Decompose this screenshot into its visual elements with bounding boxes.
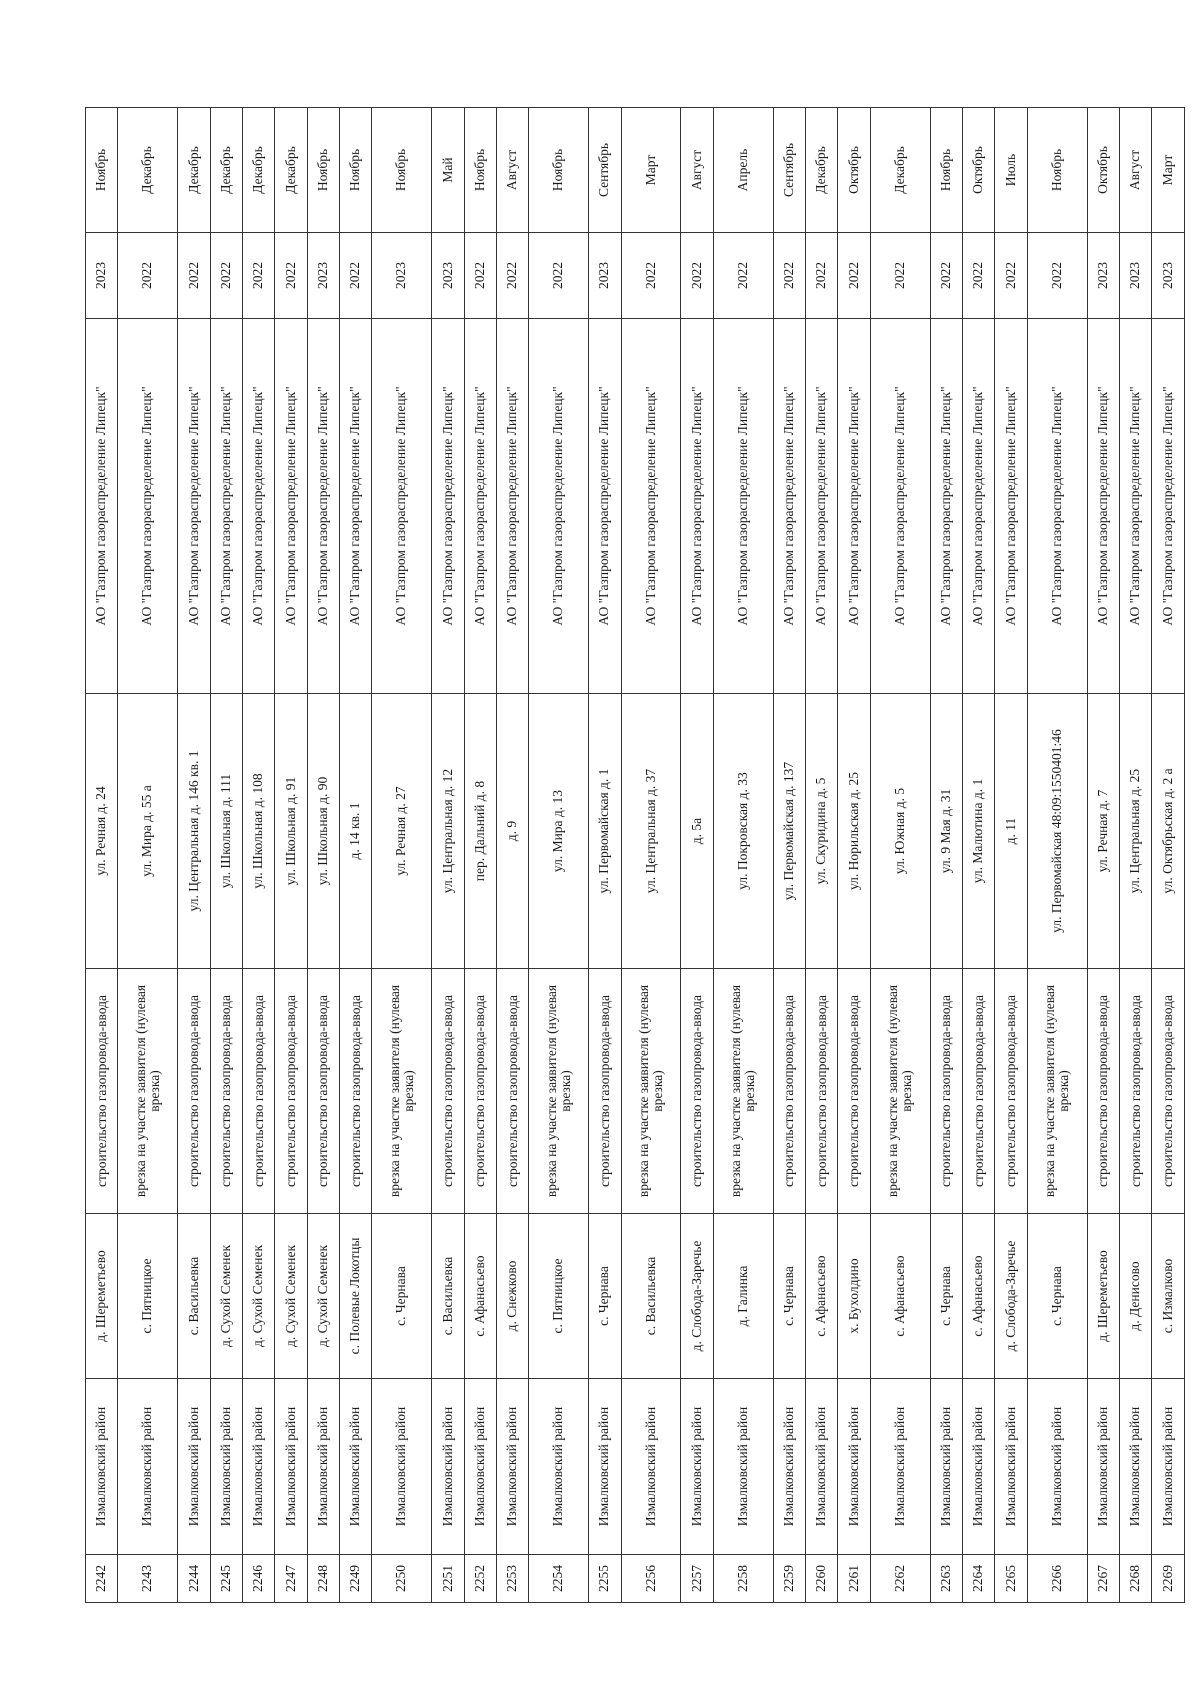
locality-cell: с. Васильевка: [178, 1214, 210, 1379]
work-type-cell: врезка на участке заявителя (нулевая врезка): [870, 969, 930, 1214]
locality-cell: д. Сухой Семенек: [307, 1214, 339, 1379]
locality-cell: х. Бухолдино: [838, 1214, 870, 1379]
year-cell: 2023: [307, 233, 339, 319]
month-cell: Март: [621, 108, 681, 233]
table-row: [339, 108, 371, 1603]
address-cell: ул. Центральная д. 37: [621, 694, 681, 969]
address-cell: ул. Скуридина д. 5: [806, 694, 838, 969]
table-row: [496, 108, 528, 1603]
row-number-cell: 2256: [621, 1555, 681, 1603]
table-row: [713, 108, 773, 1603]
district-cell: Измалковский район: [838, 1379, 870, 1555]
address-cell: д. 11: [995, 694, 1027, 969]
locality-cell: д. Шереметьево: [1087, 1214, 1119, 1379]
address-cell: ул. Школьная д. 91: [275, 694, 307, 969]
row-number-cell: 2249: [339, 1555, 371, 1603]
month-cell: Ноябрь: [464, 108, 496, 233]
organization-cell: АО "Газпром газораспределение Липецк": [1152, 319, 1185, 694]
table-row: [372, 108, 432, 1603]
organization-cell: АО "Газпром газораспределение Липецк": [118, 319, 178, 694]
organization-cell: АО "Газпром газораспределение Липецк": [773, 319, 805, 694]
district-cell: Измалковский район: [681, 1379, 713, 1555]
row-number-cell: 2242: [86, 1555, 118, 1603]
address-cell: ул. 9 Мая д. 31: [930, 694, 962, 969]
month-cell: Декабрь: [210, 108, 242, 233]
year-cell: 2022: [242, 233, 274, 319]
row-number-cell: 2261: [838, 1555, 870, 1603]
month-cell: Август: [681, 108, 713, 233]
table-row: [870, 108, 930, 1603]
organization-cell: АО "Газпром газораспределение Липецк": [963, 319, 995, 694]
year-cell: 2022: [339, 233, 371, 319]
work-type-cell: строительство газопровода-ввода: [681, 969, 713, 1214]
work-type-cell: врезка на участке заявителя (нулевая врезка): [372, 969, 432, 1214]
month-cell: Ноябрь: [1027, 108, 1087, 233]
month-cell: Декабрь: [870, 108, 930, 233]
district-cell: Измалковский район: [713, 1379, 773, 1555]
year-cell: 2022: [118, 233, 178, 319]
district-cell: Измалковский район: [930, 1379, 962, 1555]
table-row: [589, 108, 621, 1603]
table-row: [995, 108, 1027, 1603]
address-cell: ул. Речная д. 7: [1087, 694, 1119, 969]
work-type-cell: строительство газопровода-ввода: [432, 969, 464, 1214]
district-cell: Измалковский район: [1119, 1379, 1151, 1555]
row-number-cell: 2267: [1087, 1555, 1119, 1603]
district-cell: Измалковский район: [275, 1379, 307, 1555]
organization-cell: АО "Газпром газораспределение Липецк": [372, 319, 432, 694]
document-page: [85, 108, 1185, 1603]
table-body: [86, 108, 1185, 1603]
year-cell: 2022: [713, 233, 773, 319]
work-type-cell: врезка на участке заявителя (нулевая врезка): [529, 969, 589, 1214]
organization-cell: АО "Газпром газораспределение Липецк": [589, 319, 621, 694]
district-cell: Измалковский район: [210, 1379, 242, 1555]
address-cell: ул. Мира д. 13: [529, 694, 589, 969]
work-type-cell: врезка на участке заявителя (нулевая врезка): [621, 969, 681, 1214]
table-row: [963, 108, 995, 1603]
district-cell: Измалковский район: [372, 1379, 432, 1555]
row-number-cell: 2244: [178, 1555, 210, 1603]
year-cell: 2023: [589, 233, 621, 319]
locality-cell: д. Галинка: [713, 1214, 773, 1379]
address-cell: д. 5а: [681, 694, 713, 969]
month-cell: Октябрь: [838, 108, 870, 233]
table-row: [1119, 108, 1151, 1603]
work-type-cell: строительство газопровода-ввода: [995, 969, 1027, 1214]
work-type-cell: строительство газопровода-ввода: [464, 969, 496, 1214]
row-number-cell: 2263: [930, 1555, 962, 1603]
locality-cell: д. Сухой Семенек: [242, 1214, 274, 1379]
address-cell: ул. Центральная д. 12: [432, 694, 464, 969]
work-type-cell: строительство газопровода-ввода: [838, 969, 870, 1214]
row-number-cell: 2255: [589, 1555, 621, 1603]
address-cell: ул. Речная д. 24: [86, 694, 118, 969]
table-row: [1087, 108, 1119, 1603]
district-cell: Измалковский район: [118, 1379, 178, 1555]
locality-cell: д. Сухой Семенек: [275, 1214, 307, 1379]
table-row: [1152, 108, 1185, 1603]
row-number-cell: 2247: [275, 1555, 307, 1603]
locality-cell: с. Пятницкое: [118, 1214, 178, 1379]
month-cell: Сентябрь: [773, 108, 805, 233]
organization-cell: АО "Газпром газораспределение Липецк": [432, 319, 464, 694]
year-cell: 2022: [806, 233, 838, 319]
table-row: [242, 108, 274, 1603]
work-type-cell: строительство газопровода-ввода: [339, 969, 371, 1214]
month-cell: Декабрь: [242, 108, 274, 233]
work-type-cell: строительство газопровода-ввода: [86, 969, 118, 1214]
district-cell: Измалковский район: [307, 1379, 339, 1555]
month-cell: Август: [1119, 108, 1151, 233]
table-row: [307, 108, 339, 1603]
locality-cell: с. Афанасьево: [806, 1214, 838, 1379]
row-number-cell: 2260: [806, 1555, 838, 1603]
year-cell: 2022: [963, 233, 995, 319]
year-cell: 2023: [86, 233, 118, 319]
work-type-cell: строительство газопровода-ввода: [307, 969, 339, 1214]
district-cell: Измалковский район: [86, 1379, 118, 1555]
district-cell: Измалковский район: [806, 1379, 838, 1555]
organization-cell: АО "Газпром газораспределение Липецк": [1027, 319, 1087, 694]
year-cell: 2023: [1152, 233, 1185, 319]
organization-cell: АО "Газпром газораспределение Липецк": [275, 319, 307, 694]
month-cell: Ноябрь: [307, 108, 339, 233]
year-cell: 2022: [178, 233, 210, 319]
district-cell: Измалковский район: [1152, 1379, 1185, 1555]
table-row: [930, 108, 962, 1603]
month-cell: Декабрь: [178, 108, 210, 233]
table-row: [118, 108, 178, 1603]
locality-cell: с. Афанасьево: [464, 1214, 496, 1379]
row-number-cell: 2243: [118, 1555, 178, 1603]
work-type-cell: врезка на участке заявителя (нулевая врезка): [713, 969, 773, 1214]
locality-cell: с. Чернава: [372, 1214, 432, 1379]
organization-cell: АО "Газпром газораспределение Липецк": [995, 319, 1027, 694]
year-cell: 2023: [432, 233, 464, 319]
district-cell: Измалковский район: [464, 1379, 496, 1555]
table-row: [210, 108, 242, 1603]
table-row: [1027, 108, 1087, 1603]
locality-cell: д. Шереметьево: [86, 1214, 118, 1379]
district-cell: Измалковский район: [870, 1379, 930, 1555]
row-number-cell: 2266: [1027, 1555, 1087, 1603]
month-cell: Октябрь: [1087, 108, 1119, 233]
table-row: [275, 108, 307, 1603]
district-cell: Измалковский район: [773, 1379, 805, 1555]
year-cell: 2022: [995, 233, 1027, 319]
month-cell: Ноябрь: [529, 108, 589, 233]
month-cell: Сентябрь: [589, 108, 621, 233]
rotated-table-container: [85, 108, 1185, 1603]
district-cell: Измалковский район: [496, 1379, 528, 1555]
district-cell: Измалковский район: [529, 1379, 589, 1555]
work-type-cell: строительство газопровода-ввода: [178, 969, 210, 1214]
year-cell: 2022: [210, 233, 242, 319]
district-cell: Измалковский район: [242, 1379, 274, 1555]
table-row: [432, 108, 464, 1603]
month-cell: Ноябрь: [86, 108, 118, 233]
organization-cell: АО "Газпром газораспределение Липецк": [621, 319, 681, 694]
district-cell: Измалковский район: [621, 1379, 681, 1555]
month-cell: Август: [496, 108, 528, 233]
organization-cell: АО "Газпром газораспределение Липецк": [178, 319, 210, 694]
month-cell: Декабрь: [275, 108, 307, 233]
work-type-cell: строительство газопровода-ввода: [1087, 969, 1119, 1214]
row-number-cell: 2245: [210, 1555, 242, 1603]
work-type-cell: строительство газопровода-ввода: [589, 969, 621, 1214]
organization-cell: АО "Газпром газораспределение Липецк": [838, 319, 870, 694]
table-row: [806, 108, 838, 1603]
district-cell: Измалковский район: [963, 1379, 995, 1555]
year-cell: 2022: [930, 233, 962, 319]
month-cell: Ноябрь: [372, 108, 432, 233]
organization-cell: АО "Газпром газораспределение Липецк": [930, 319, 962, 694]
work-type-cell: строительство газопровода-ввода: [773, 969, 805, 1214]
locality-cell: с. Васильевка: [621, 1214, 681, 1379]
organization-cell: АО "Газпром газораспределение Липецк": [210, 319, 242, 694]
locality-cell: д. Денисово: [1119, 1214, 1151, 1379]
year-cell: 2023: [372, 233, 432, 319]
organization-cell: АО "Газпром газораспределение Липецк": [681, 319, 713, 694]
address-cell: ул. Речная д. 27: [372, 694, 432, 969]
row-number-cell: 2254: [529, 1555, 589, 1603]
locality-cell: с. Васильевка: [432, 1214, 464, 1379]
year-cell: 2023: [1119, 233, 1151, 319]
row-number-cell: 2253: [496, 1555, 528, 1603]
row-number-cell: 2262: [870, 1555, 930, 1603]
year-cell: 2022: [870, 233, 930, 319]
row-number-cell: 2268: [1119, 1555, 1151, 1603]
row-number-cell: 2252: [464, 1555, 496, 1603]
gas-connection-table: [85, 107, 1185, 1603]
row-number-cell: 2258: [713, 1555, 773, 1603]
address-cell: ул. Центральная д. 25: [1119, 694, 1151, 969]
work-type-cell: врезка на участке заявителя (нулевая врезка): [118, 969, 178, 1214]
table-row: [464, 108, 496, 1603]
month-cell: Октябрь: [963, 108, 995, 233]
address-cell: ул. Первомайская 48:09:1550401:46: [1027, 694, 1087, 969]
month-cell: Ноябрь: [339, 108, 371, 233]
row-number-cell: 2246: [242, 1555, 274, 1603]
address-cell: ул. Первомайская д. 137: [773, 694, 805, 969]
address-cell: д. 14 кв. 1: [339, 694, 371, 969]
address-cell: ул. Центральная д. 146 кв. 1: [178, 694, 210, 969]
month-cell: Июль: [995, 108, 1027, 233]
address-cell: ул. Норильская д. 25: [838, 694, 870, 969]
year-cell: 2022: [681, 233, 713, 319]
address-cell: ул. Школьная д. 111: [210, 694, 242, 969]
organization-cell: АО "Газпром газораспределение Липецк": [496, 319, 528, 694]
work-type-cell: строительство газопровода-ввода: [242, 969, 274, 1214]
row-number-cell: 2248: [307, 1555, 339, 1603]
organization-cell: АО "Газпром газораспределение Липецк": [307, 319, 339, 694]
table-row: [773, 108, 805, 1603]
organization-cell: АО "Газпром газораспределение Липецк": [464, 319, 496, 694]
table-row: [86, 108, 118, 1603]
month-cell: Апрель: [713, 108, 773, 233]
work-type-cell: строительство газопровода-ввода: [1119, 969, 1151, 1214]
row-number-cell: 2250: [372, 1555, 432, 1603]
year-cell: 2022: [1027, 233, 1087, 319]
organization-cell: АО "Газпром газораспределение Липецк": [242, 319, 274, 694]
locality-cell: с. Чернава: [773, 1214, 805, 1379]
locality-cell: с. Афанасьево: [870, 1214, 930, 1379]
table-row: [621, 108, 681, 1603]
organization-cell: АО "Газпром газораспределение Липецк": [713, 319, 773, 694]
year-cell: 2022: [621, 233, 681, 319]
row-number-cell: 2259: [773, 1555, 805, 1603]
work-type-cell: врезка на участке заявителя (нулевая врезка): [1027, 969, 1087, 1214]
work-type-cell: строительство газопровода-ввода: [210, 969, 242, 1214]
locality-cell: д. Снежково: [496, 1214, 528, 1379]
address-cell: ул. Мира д. 55 а: [118, 694, 178, 969]
year-cell: 2022: [838, 233, 870, 319]
table-row: [529, 108, 589, 1603]
table-row: [681, 108, 713, 1603]
work-type-cell: строительство газопровода-ввода: [930, 969, 962, 1214]
year-cell: 2023: [1087, 233, 1119, 319]
district-cell: Измалковский район: [1087, 1379, 1119, 1555]
locality-cell: с. Полевые Локотцы: [339, 1214, 371, 1379]
work-type-cell: строительство газопровода-ввода: [806, 969, 838, 1214]
organization-cell: АО "Газпром газораспределение Липецк": [339, 319, 371, 694]
row-number-cell: 2257: [681, 1555, 713, 1603]
month-cell: Май: [432, 108, 464, 233]
address-cell: д. 9: [496, 694, 528, 969]
address-cell: ул. Южная д. 5: [870, 694, 930, 969]
locality-cell: д. Слобода-Заречье: [681, 1214, 713, 1379]
organization-cell: АО "Газпром газораспределение Липецк": [806, 319, 838, 694]
organization-cell: АО "Газпром газораспределение Липецк": [529, 319, 589, 694]
district-cell: Измалковский район: [432, 1379, 464, 1555]
work-type-cell: строительство газопровода-ввода: [496, 969, 528, 1214]
year-cell: 2022: [496, 233, 528, 319]
row-number-cell: 2265: [995, 1555, 1027, 1603]
district-cell: Измалковский район: [589, 1379, 621, 1555]
locality-cell: с. Чернава: [930, 1214, 962, 1379]
address-cell: ул. Школьная д. 90: [307, 694, 339, 969]
table-row: [178, 108, 210, 1603]
locality-cell: с. Пятницкое: [529, 1214, 589, 1379]
address-cell: ул. Школьная д. 108: [242, 694, 274, 969]
district-cell: Измалковский район: [339, 1379, 371, 1555]
district-cell: Измалковский район: [178, 1379, 210, 1555]
row-number-cell: 2251: [432, 1555, 464, 1603]
district-cell: Измалковский район: [1027, 1379, 1087, 1555]
organization-cell: АО "Газпром газораспределение Липецк": [1087, 319, 1119, 694]
organization-cell: АО "Газпром газораспределение Липецк": [1119, 319, 1151, 694]
work-type-cell: строительство газопровода-ввода: [963, 969, 995, 1214]
locality-cell: д. Сухой Семенек: [210, 1214, 242, 1379]
address-cell: ул. Малютина д. 1: [963, 694, 995, 969]
work-type-cell: строительство газопровода-ввода: [1152, 969, 1185, 1214]
organization-cell: АО "Газпром газораспределение Липецк": [870, 319, 930, 694]
year-cell: 2022: [773, 233, 805, 319]
row-number-cell: 2269: [1152, 1555, 1185, 1603]
address-cell: ул. Первомайская д. 1: [589, 694, 621, 969]
address-cell: ул. Октябрьская д. 2 а: [1152, 694, 1185, 969]
address-cell: ул. Покровская д. 33: [713, 694, 773, 969]
year-cell: 2022: [529, 233, 589, 319]
month-cell: Декабрь: [118, 108, 178, 233]
organization-cell: АО "Газпром газораспределение Липецк": [86, 319, 118, 694]
work-type-cell: строительство газопровода-ввода: [275, 969, 307, 1214]
year-cell: 2022: [275, 233, 307, 319]
district-cell: Измалковский район: [995, 1379, 1027, 1555]
row-number-cell: 2264: [963, 1555, 995, 1603]
locality-cell: с. Чернава: [589, 1214, 621, 1379]
locality-cell: с. Измалково: [1152, 1214, 1185, 1379]
address-cell: пер. Дальний д. 8: [464, 694, 496, 969]
year-cell: 2022: [464, 233, 496, 319]
month-cell: Ноябрь: [930, 108, 962, 233]
table-row: [838, 108, 870, 1603]
locality-cell: с. Чернава: [1027, 1214, 1087, 1379]
locality-cell: д. Слобода-Заречье: [995, 1214, 1027, 1379]
locality-cell: с. Афанасьево: [963, 1214, 995, 1379]
month-cell: Декабрь: [806, 108, 838, 233]
month-cell: Март: [1152, 108, 1185, 233]
